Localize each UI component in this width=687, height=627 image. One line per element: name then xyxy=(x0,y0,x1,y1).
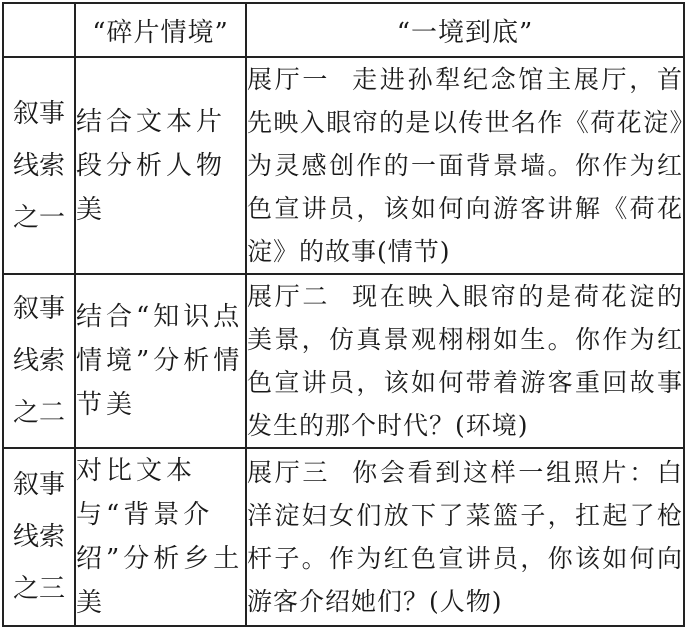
header-fragment-scenario: “碎片情境” xyxy=(75,3,246,57)
hall-title: 展厅三 xyxy=(247,458,331,487)
header-empty-cell xyxy=(3,3,75,57)
exhibition-hall-cell xyxy=(246,274,684,448)
hall-title: 展厅二 xyxy=(247,282,331,311)
thread-line: 之三 xyxy=(12,574,65,604)
thread-line: 叙事 xyxy=(12,98,65,129)
hall-text: 你会看到这样一组照片：白洋淀妇女们放下了菜篮子，扛起了枪杆子。作为红色宣讲员，你该如何向游客介绍她们？(人物) xyxy=(247,458,683,616)
hall-title: 展厅一 xyxy=(247,65,331,94)
thread-line: 之一 xyxy=(12,202,65,233)
thread-line: 叙事 xyxy=(12,470,65,500)
hall-text: 走进孙犁纪念馆主展厅，首先映入眼帘的是以传世名作《荷花淀》为灵感创作的一面背景墙。你作为红色宣讲员，该如何向游客讲解《荷花淀》的故事(情节) xyxy=(247,65,683,266)
thread-line: 之二 xyxy=(12,398,65,428)
thread-line: 线索 xyxy=(12,346,65,376)
thread-line: 线索 xyxy=(12,522,65,552)
table-row xyxy=(3,57,684,274)
thread-line: 叙事 xyxy=(12,294,65,324)
thread-line: 线索 xyxy=(12,150,65,181)
analysis-angle-cell: 对比文本与“背景介绍”分析乡土美 xyxy=(75,448,246,626)
header-continuous-scenario: “一境到底” xyxy=(246,3,684,57)
exhibition-hall-cell xyxy=(246,57,684,274)
exhibition-hall-cell xyxy=(246,448,684,626)
table-header-row xyxy=(3,3,684,57)
analysis-angle-cell: 结合“知识点情境”分析情节美 xyxy=(75,274,246,448)
analysis-angle-cell: 结合文本片段分析人物美 xyxy=(75,57,246,274)
narrative-thread-cell xyxy=(3,448,75,626)
comparison-table xyxy=(2,2,685,627)
narrative-thread-cell xyxy=(3,57,75,274)
hall-text: 现在映入眼帘的是荷花淀的美景，仿真景观栩栩如生。你作为红色宣讲员，该如何带着游客重回故事发生的那个时代？(环境) xyxy=(247,282,683,440)
table-row xyxy=(3,274,684,448)
table-row xyxy=(3,448,684,626)
narrative-thread-cell xyxy=(3,274,75,448)
